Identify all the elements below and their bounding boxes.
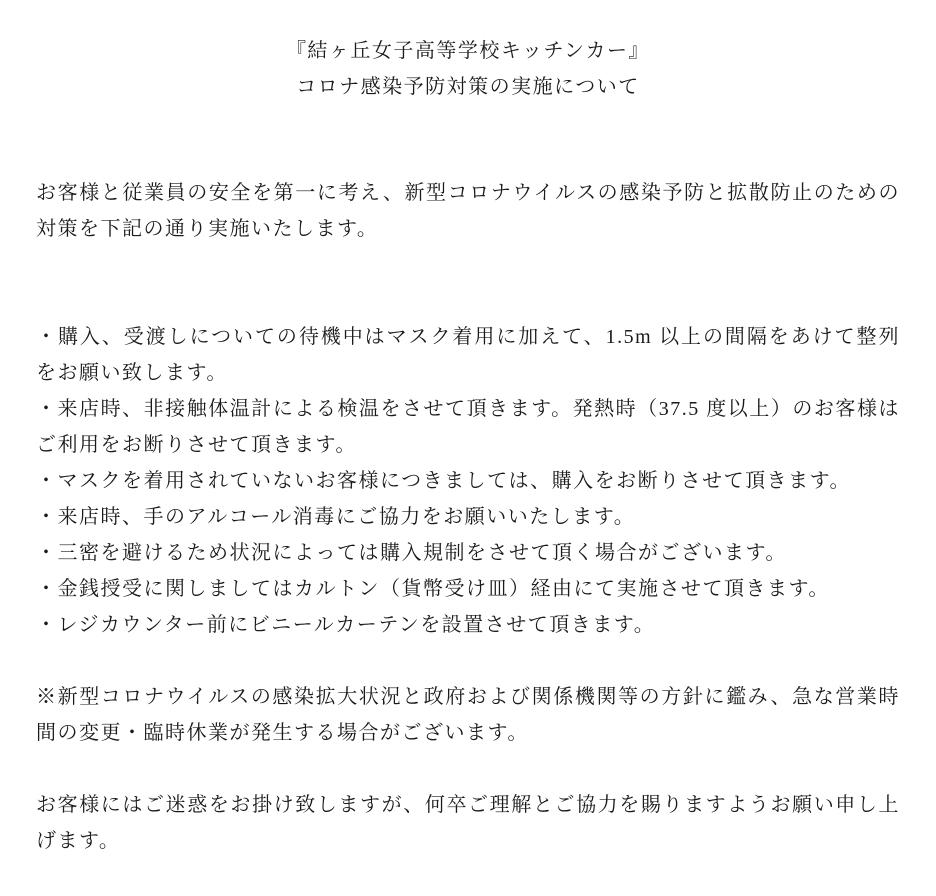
measure-item-vinyl-curtain: ・レジカウンター前にビニールカーテンを設置させて頂きます。 (36, 614, 656, 636)
intro-paragraph: お客様と従業員の安全を第一に考え、新型コロナウイルスの感染予防と拡散防止のための対策を下記の通り実施いたします。 (36, 182, 900, 240)
document-title (36, 33, 900, 105)
title-line-2: コロナ感染予防対策の実施について (296, 76, 640, 98)
measure-item-mask-required: ・マスクを着用されていないお客様につきましては、購入をお断りさせて頂きます。 (36, 470, 851, 492)
measure-item-purchase-limit: ・三密を避けるため状況によっては購入規制をさせて頂く場合がございます。 (36, 542, 787, 564)
measure-item-cash-tray: ・金銭授受に関しましてはカルトン（貨幣受け皿）経由にて実施させて頂きます。 (36, 578, 830, 600)
measure-item-hand-sanitizer: ・来店時、手のアルコール消毒にご協力をお願いいたします。 (36, 506, 636, 528)
note-paragraph: ※新型コロナウイルスの感染拡大状況と政府および関係機関等の方針に鑑み、急な営業時間の変更・臨時休業が発生する場合がございます。 (36, 686, 900, 744)
closing-paragraph: お客様にはご迷惑をお掛け致しますが、何卒ご理解とご協力を賜りますようお願い申し上げます。 (36, 794, 900, 852)
measure-item-temperature-check: ・来店時、非接触体温計による検温をさせて頂きます。発熱時（37.5 度以上）のお客様はご利用をお断りさせて頂きます。 (36, 398, 900, 456)
measures-list (36, 319, 900, 643)
title-line-1: 『結ヶ丘女子高等学校キッチンカー』 (285, 40, 651, 62)
measure-item-queue-spacing: ・購入、受渡しについての待機中はマスク着用に加えて、1.5m 以上の間隔をあけて整列をお願い致します。 (36, 326, 900, 384)
